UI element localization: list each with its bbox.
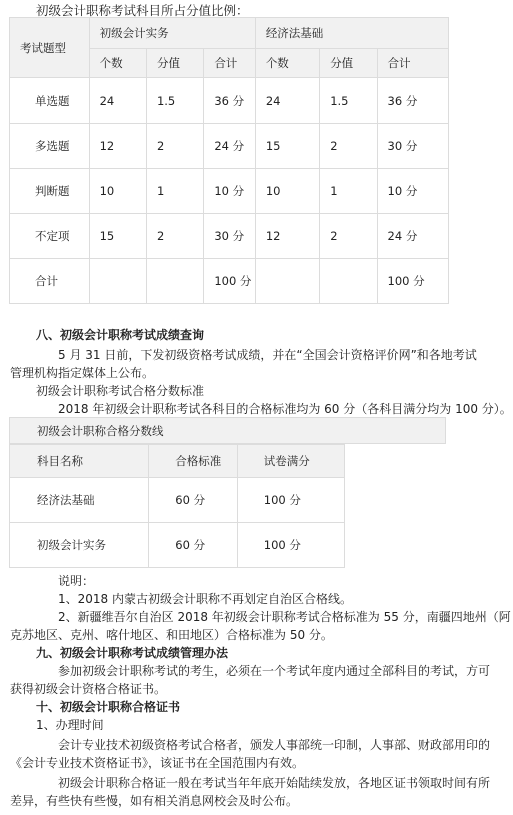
table-cell: 2	[320, 124, 377, 169]
sub-header: 分值	[320, 49, 377, 78]
table-cell: 10	[89, 169, 146, 214]
table-cell: 1	[320, 169, 377, 214]
sub-header: 个数	[255, 49, 319, 78]
header-subject-accounting: 初级会计实务	[89, 18, 255, 49]
table-cell: 10 分	[204, 169, 256, 214]
table-cell: 24	[255, 78, 319, 124]
header-pass-standard: 合格标准	[149, 445, 238, 478]
row-type: 不定项	[10, 214, 90, 259]
table-cell: 经济法基础	[10, 478, 149, 523]
section10-paragraph1-line1: 会计专业技术初级资格考试合格者，颁发人事部统一印制，人事部、财政部用印的	[58, 738, 491, 752]
pass-table-title: 初级会计职称合格分数线	[9, 417, 446, 444]
table-row	[10, 214, 449, 259]
table-cell: 60 分	[149, 478, 238, 523]
intro-title: 初级会计职称考试科目所占分值比例：	[36, 3, 249, 18]
table-cell: 1	[146, 169, 203, 214]
table-cell: 100 分	[377, 259, 448, 304]
section8-subheading: 初级会计职称考试合格分数标准	[36, 384, 205, 398]
table-cell: 10 分	[377, 169, 448, 214]
section8-pass-standard: 2018 年初级会计职称考试各科目的合格标准均为 60 分（各科目满分均为 100 分）。	[58, 402, 512, 416]
sub-header: 合计	[377, 49, 448, 78]
table-row	[10, 169, 449, 214]
row-type: 合计	[10, 259, 90, 304]
table-cell	[89, 259, 146, 304]
table-cell: 100 分	[237, 478, 344, 523]
table-cell: 36 分	[377, 78, 448, 124]
table-cell: 15	[255, 124, 319, 169]
score-ratio-table	[9, 17, 449, 304]
table-row	[10, 478, 345, 523]
table-cell: 2	[146, 124, 203, 169]
table-cell	[146, 259, 203, 304]
table-cell: 24	[89, 78, 146, 124]
header-full-score: 试卷满分	[237, 445, 344, 478]
note-1: 1、2018 内蒙古初级会计职称不再划定自治区合格线。	[58, 592, 352, 606]
sub-header: 合计	[204, 49, 256, 78]
row-type: 多选题	[10, 124, 90, 169]
section8-heading: 八、初级会计职称考试成绩查询	[36, 328, 205, 342]
table-cell	[320, 259, 377, 304]
section8-paragraph-line2: 管理机构指定媒体上公布。	[10, 366, 155, 380]
table-row	[10, 523, 345, 568]
row-type: 单选题	[10, 78, 90, 124]
header-subject-law: 经济法基础	[255, 18, 448, 49]
table-cell: 12	[255, 214, 319, 259]
table-cell: 12	[89, 124, 146, 169]
pass-score-table	[9, 444, 345, 568]
header-exam-type: 考试题型	[10, 18, 90, 78]
table-cell: 30 分	[377, 124, 448, 169]
note-2-line2: 克苏地区、克州、喀什地区、和田地区）合格标准为 50 分。	[10, 628, 333, 642]
section8-paragraph-line1: 5 月 31 日前，下发初级资格考试成绩，并在“全国会计资格评价网”和各地考试	[58, 348, 477, 362]
section9-paragraph-line1: 参加初级会计职称考试的考生，必须在一个考试年度内通过全部科目的考试，方可	[58, 664, 491, 678]
section10-paragraph1-line2: 《会计专业技术资格证书》，该证书在全国范围内有效。	[10, 756, 305, 770]
section9-paragraph-line2: 获得初级会计资格合格证书。	[10, 682, 167, 696]
table-cell: 60 分	[149, 523, 238, 568]
table-cell: 2	[146, 214, 203, 259]
section10-paragraph2-line2: 差异，有些快有些慢，如有相关消息网校会及时公布。	[10, 794, 299, 808]
section10-paragraph2-line1: 初级会计职称合格证一般在考试当年年底开始陆续发放，各地区证书领取时间有所	[58, 776, 491, 790]
sub-header: 个数	[89, 49, 146, 78]
table-cell: 100 分	[237, 523, 344, 568]
table-cell: 30 分	[204, 214, 256, 259]
section10-subheading: 1、办理时间	[36, 718, 104, 732]
table-cell: 1.5	[320, 78, 377, 124]
note-2-line1: 2、新疆维吾尔自治区 2018 年初级会计职称考试合格标准为 55 分，南疆四地州（阿	[58, 610, 511, 624]
table-cell: 24 分	[377, 214, 448, 259]
notes-label: 说明：	[58, 574, 95, 588]
section10-heading: 十、初级会计职称合格证书	[36, 700, 181, 714]
row-type: 判断题	[10, 169, 90, 214]
table-cell: 2	[320, 214, 377, 259]
table-cell: 100 分	[204, 259, 256, 304]
table-cell: 10	[255, 169, 319, 214]
header-subject-name: 科目名称	[10, 445, 149, 478]
table-row	[10, 259, 449, 304]
sub-header: 分值	[146, 49, 203, 78]
table-row	[10, 78, 449, 124]
table-row	[10, 124, 449, 169]
table-cell: 24 分	[204, 124, 256, 169]
section9-heading: 九、初级会计职称考试成绩管理办法	[36, 646, 229, 660]
table-cell: 36 分	[204, 78, 256, 124]
table-cell: 1.5	[146, 78, 203, 124]
table-cell: 初级会计实务	[10, 523, 149, 568]
table-cell: 15	[89, 214, 146, 259]
table-cell	[255, 259, 319, 304]
